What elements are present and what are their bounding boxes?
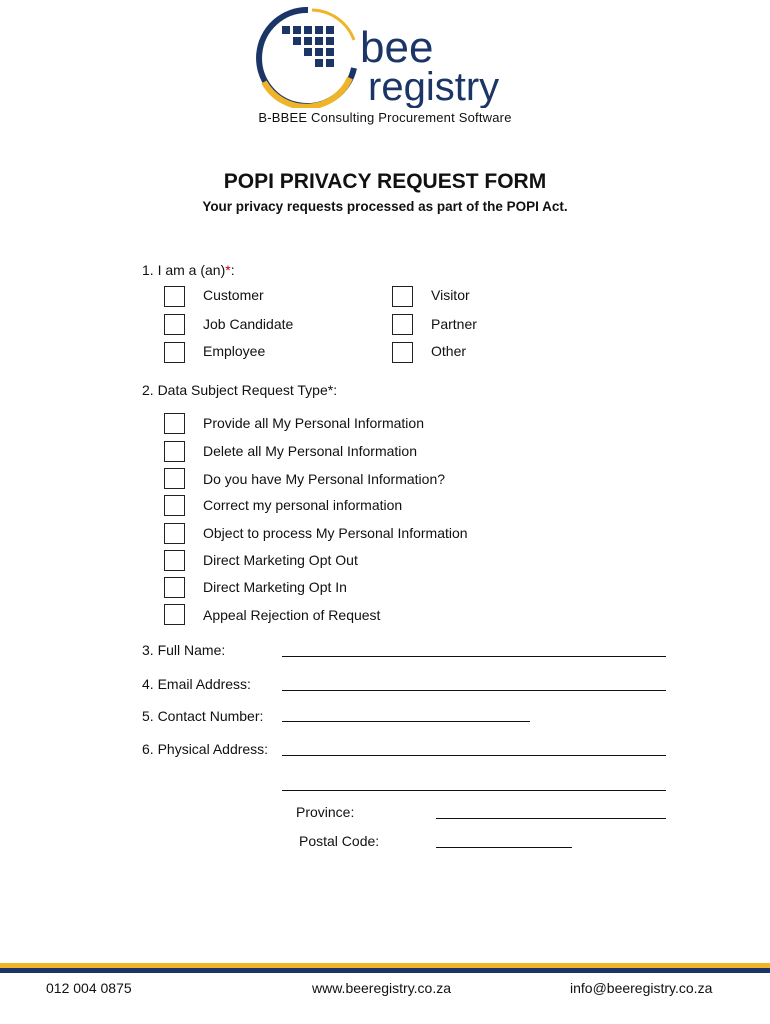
q2-label: 2. Data Subject Request Type*: <box>142 382 338 398</box>
option-visitor: Visitor <box>431 287 470 303</box>
option-marketing-opt-out: Direct Marketing Opt Out <box>203 552 358 568</box>
email-label: 4. Email Address: <box>142 676 251 692</box>
option-partner: Partner <box>431 316 477 332</box>
option-provide-info: Provide all My Personal Information <box>203 415 424 431</box>
checkbox-marketing-opt-in[interactable] <box>164 577 185 598</box>
checkbox-customer[interactable] <box>164 286 185 307</box>
checkbox-other[interactable] <box>392 342 413 363</box>
option-other: Other <box>431 343 467 359</box>
contact-number-field[interactable] <box>282 721 530 722</box>
postal-code-field[interactable] <box>436 847 572 848</box>
checkbox-appeal-rejection[interactable] <box>164 604 185 625</box>
brand-name-line2: registry <box>368 65 500 108</box>
full-name-field[interactable] <box>282 656 666 657</box>
option-delete-info: Delete all My Personal Information <box>203 443 417 459</box>
tagline: B-BBEE Consulting Procurement Software <box>258 110 512 125</box>
footer-bar-navy <box>0 968 770 973</box>
brand-name-line1: bee <box>360 23 434 72</box>
postal-code-label: Postal Code: <box>299 833 380 849</box>
checkbox-employee[interactable] <box>164 342 185 363</box>
option-customer: Customer <box>203 287 264 303</box>
option-employee: Employee <box>203 343 266 359</box>
physical-address-field[interactable] <box>282 755 666 756</box>
footer-phone: 012 004 0875 <box>46 980 132 996</box>
checkbox-provide-info[interactable] <box>164 413 185 434</box>
q1-label <box>142 262 235 278</box>
form-title: POPI PRIVACY REQUEST FORM <box>223 170 547 193</box>
option-correct-info: Correct my personal information <box>203 497 403 513</box>
physical-address-field-line2[interactable] <box>282 790 666 791</box>
physical-address-label: 6. Physical Address: <box>142 741 269 757</box>
required-mark: * <box>225 262 231 278</box>
checkbox-have-info[interactable] <box>164 468 185 489</box>
option-job-candidate: Job Candidate <box>203 316 294 332</box>
checkbox-delete-info[interactable] <box>164 441 185 462</box>
q1-label-suffix: : <box>230 262 235 278</box>
email-field[interactable] <box>282 690 666 691</box>
footer-website[interactable]: www.beeregistry.co.za <box>312 980 452 996</box>
checkbox-correct-info[interactable] <box>164 495 185 516</box>
bee-registry-logo <box>250 4 540 108</box>
option-object-process: Object to process My Personal Information <box>203 525 468 541</box>
logo-emblem-icon <box>259 10 354 107</box>
checkbox-marketing-opt-out[interactable] <box>164 550 185 571</box>
checkbox-job-candidate[interactable] <box>164 314 185 335</box>
option-marketing-opt-in: Direct Marketing Opt In <box>203 579 347 595</box>
option-have-info: Do you have My Personal Information? <box>203 471 446 487</box>
footer-email[interactable]: info@beeregistry.co.za <box>570 980 713 996</box>
checkbox-visitor[interactable] <box>392 286 413 307</box>
form-subtitle: Your privacy requests processed as part of the POPI Act. <box>202 199 568 214</box>
contact-number-label: 5. Contact Number: <box>142 708 264 724</box>
province-label: Province: <box>296 804 355 820</box>
q1-label-text: 1. I am a (an) <box>142 262 226 278</box>
option-appeal-rejection: Appeal Rejection of Request <box>203 607 381 623</box>
checkbox-object-process[interactable] <box>164 523 185 544</box>
province-field[interactable] <box>436 818 666 819</box>
full-name-label: 3. Full Name: <box>142 642 226 658</box>
checkbox-partner[interactable] <box>392 314 413 335</box>
